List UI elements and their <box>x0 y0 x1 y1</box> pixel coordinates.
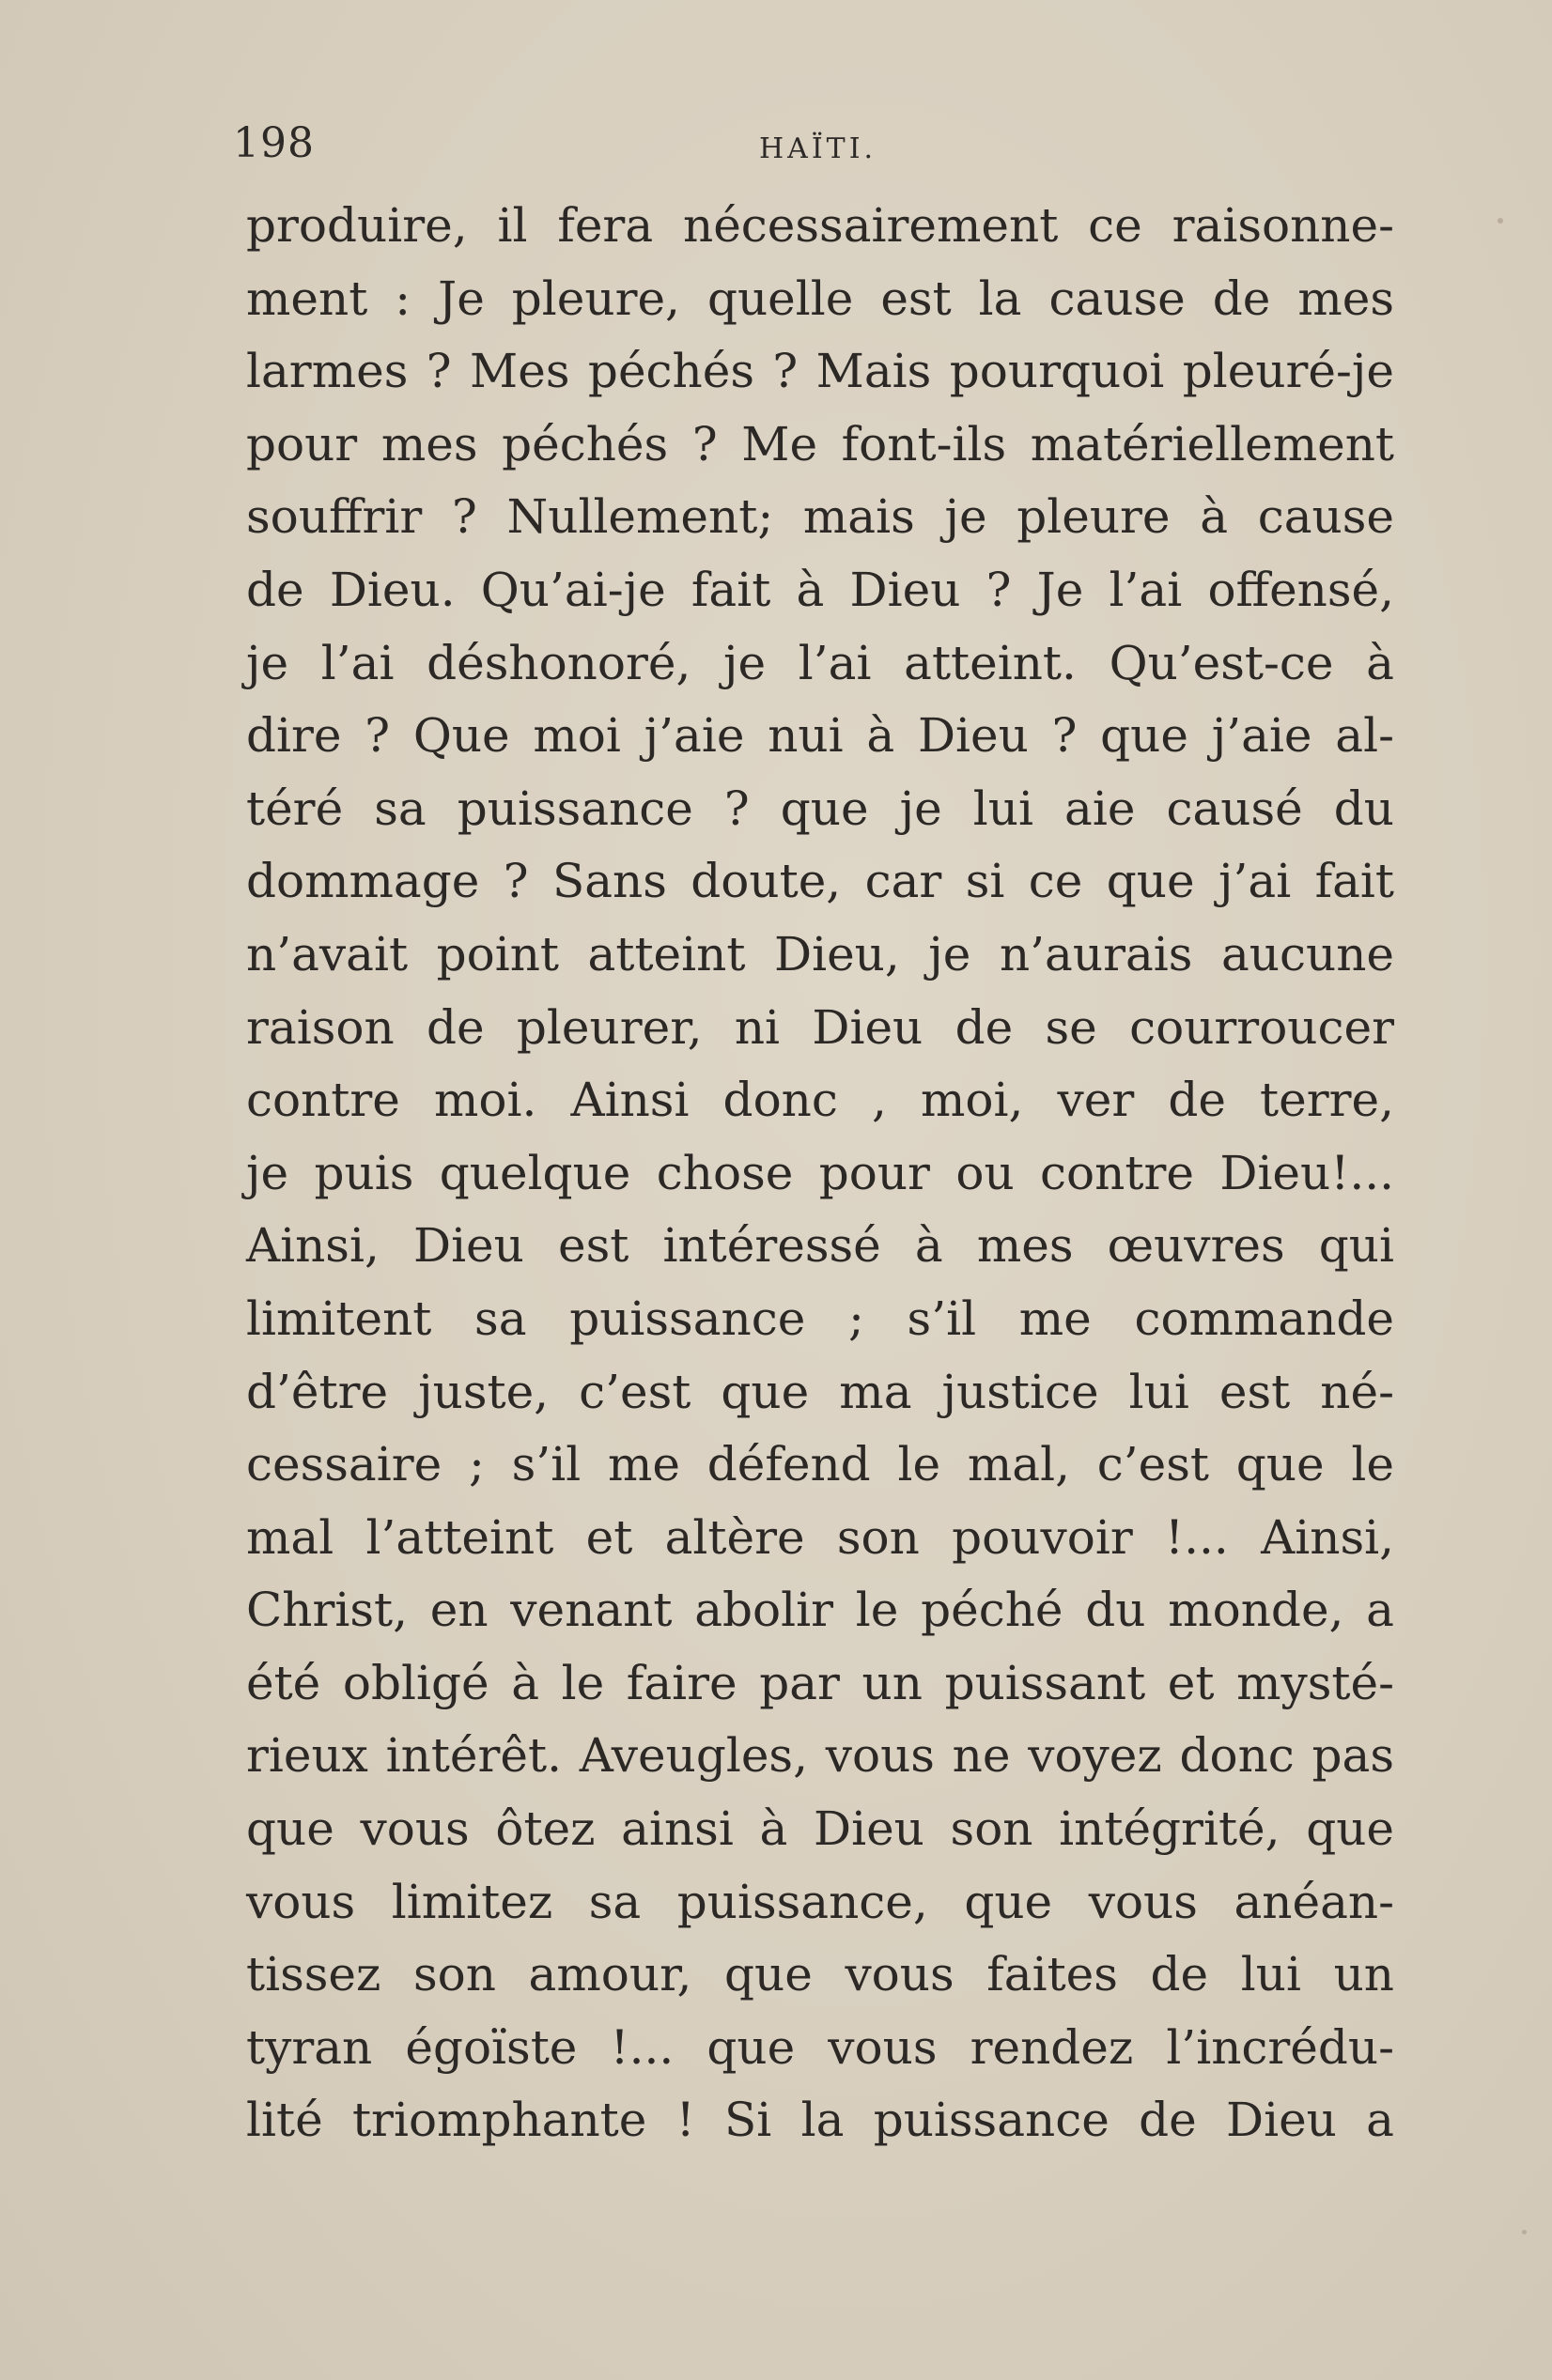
text-line: produire, il fera nécessairement ce raisonne- <box>246 198 1394 253</box>
text-line: Christ, en venant abolir le péché du monde, a <box>246 1583 1394 1638</box>
text-line: de Dieu. Qu’ai-je fait à Dieu ? Je l’ai offensé, <box>246 562 1394 617</box>
paper-speck <box>1522 2230 1527 2234</box>
text-line: pour mes péchés ? Me font-ils matériellement <box>246 416 1394 471</box>
text-line: n’avait point atteint Dieu, je n’aurais aucune <box>246 926 1394 981</box>
text-line: je puis quelque chose pour ou contre Dieu!... <box>246 1145 1394 1200</box>
running-title: HAÏTI. <box>759 132 877 165</box>
text-line: d’être juste, c’est que ma justice lui est né- <box>246 1364 1394 1419</box>
text-line: que vous ôtez ainsi à Dieu son intégrité, que <box>246 1801 1394 1857</box>
text-line: lité triomphante ! Si la puissance de Dieu a <box>246 2093 1394 2148</box>
text-line: cessaire ; s’il me défend le mal, c’est que le <box>246 1437 1394 1492</box>
text-line: raison de pleurer, ni Dieu de se courroucer <box>246 999 1394 1055</box>
page-header <box>233 111 1398 177</box>
text-line: Ainsi, Dieu est intéressé à mes œuvres qui <box>246 1218 1394 1274</box>
text-line: été obligé à le faire par un puissant et mysté- <box>246 1655 1394 1710</box>
text-line: larmes ? Mes péchés ? Mais pourquoi pleuré-je <box>246 344 1394 399</box>
page-number: 198 <box>233 119 315 167</box>
text-line: tyran égoïste !... que vous rendez l’incrédu- <box>246 2019 1394 2075</box>
text-line: dire ? Que moi j’aie nui à Dieu ? que j’aie al- <box>246 708 1394 764</box>
text-line: limitent sa puissance ; s’il me commande <box>246 1290 1394 1346</box>
text-line: mal l’atteint et altère son pouvoir !... Ainsi, <box>246 1509 1394 1565</box>
paper-speck <box>1498 218 1503 224</box>
text-line: téré sa puissance ? que je lui aie causé du <box>246 780 1394 836</box>
text-line: rieux intérêt. Aveugles, vous ne voyez donc pas <box>246 1728 1394 1784</box>
text-line: vous limitez sa puissance, que vous anéan- <box>246 1874 1394 1929</box>
text-line: contre moi. Ainsi donc , moi, ver de terre, <box>246 1073 1394 1128</box>
text-line: souffrir ? Nullement; mais je pleure à cause <box>246 489 1394 545</box>
text-line: ment : Je pleure, quelle est la cause de mes <box>246 270 1394 326</box>
body-text <box>246 190 1394 2157</box>
text-line: je l’ai déshonoré, je l’ai atteint. Qu’est-ce à <box>246 635 1394 690</box>
text-line: dommage ? Sans doute, car si ce que j’ai fait <box>246 854 1394 909</box>
text-line: tissez son amour, que vous faites de lui un <box>246 1947 1394 2002</box>
